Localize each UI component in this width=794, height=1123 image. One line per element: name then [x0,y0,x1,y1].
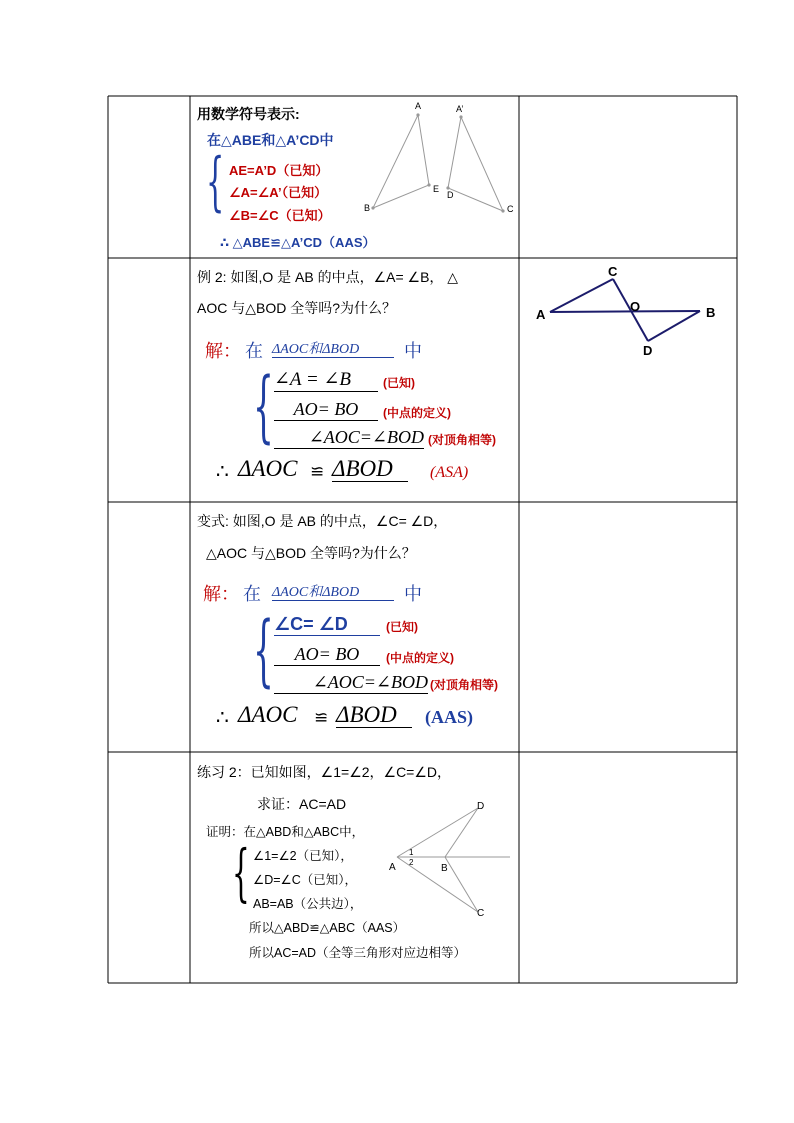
s3-triangle-pair: ΔAOC和ΔBOD [272,585,394,601]
s3-reason: (AAS) [425,707,473,727]
s3-reason2: (中点的定义) [386,651,454,665]
s2-figure [530,262,730,362]
s2-reason1: (已知) [383,376,415,390]
s2-cond1: ∠A = ∠B [274,370,378,392]
s2-tri1: ΔAOC [238,456,298,481]
s4-question-line2: 求证：AC=AD [257,796,347,812]
s1-label-a-prime: A’ [456,104,464,114]
s3-cond2: AO= BO [274,645,380,666]
s3-congruent-sign: ≌ [314,708,329,727]
s2-reason: (ASA) [430,464,469,481]
s1-label-c: C [507,204,514,214]
s1-cond1: AE=A’D（已知） [229,163,329,178]
s2-cond2: AO= BO [274,400,378,421]
s3-cond3: ∠AOC=∠BOD [274,673,428,694]
s4-question-line1: 练习 2：已知如图，∠1=∠2，∠C=∠D， [197,764,452,780]
s3-reason1: (已知) [386,620,418,634]
s2-label-o: O [630,299,641,314]
s2-label-b: B [706,305,716,320]
s4-conclusion1: 所以△ABD≌△ABC（AAS） [249,921,406,935]
s3-zhong: 中 [404,584,422,604]
s4-label-a: A [389,862,396,873]
s4-cond2: ∠D=∠C（已知）， [253,873,358,887]
s4-label-2: 2 [409,858,414,867]
s1-conclusion: ∴ △ABE≌△A’CD（AAS） [220,235,376,250]
s2-question-line2: AOC 与△BOD 全等吗?为什么？ [197,300,397,316]
s1-cond3: ∠B=∠C（已知） [229,208,331,223]
s2-label-c: C [608,264,618,279]
s2-tri2: ΔBOD [332,456,408,482]
s4-label-d: D [477,801,485,812]
s2-label-a: A [536,307,546,322]
s1-label-b: B [364,203,371,213]
s1-title: 用数学符号表示: [197,106,300,122]
s3-zai: 在 [243,584,261,604]
s2-reason3: (对顶角相等) [428,433,496,447]
s2-question-line1: 例 2: 如图,O 是 AB 的中点，∠A= ∠B， △ [197,269,459,285]
s4-label-b: B [441,863,448,874]
s4-cond3: AB=AB（公共边）， [253,897,363,911]
s2-therefore: ∴ [216,461,229,483]
s1-intro: 在△ABE和△A’CD中 [207,132,334,148]
s3-cond1: ∠C= ∠D [274,615,380,636]
s4-brace: { [232,836,250,909]
s1-triangles-figure [360,100,520,220]
s2-brace: { [253,362,274,452]
s1-label-d: D [447,190,454,200]
s4-proof-intro: 证明：在△ABD和△ABC中， [206,825,365,839]
s2-zai: 在 [245,341,263,361]
s3-jie: 解： [203,584,239,604]
s4-label-c: C [477,908,485,919]
s4-label-1: 1 [409,848,414,857]
s2-triangle-pair: ΔAOC和ΔBOD [272,342,394,358]
s3-question-line2: △AOC 与△BOD 全等吗?为什么？ [206,545,416,561]
s4-cond1: ∠1=∠2（已知）， [253,849,353,863]
s2-reason2: (中点的定义) [383,406,451,420]
s1-label-e: E [433,184,440,194]
s3-reason3: (对顶角相等) [430,678,498,692]
s3-tri2: ΔBOD [336,702,412,728]
s3-question-line1: 变式: 如图,O 是 AB 的中点，∠C= ∠D， [197,513,448,529]
s2-congruent-sign: ≌ [310,462,325,481]
s3-tri1: ΔAOC [238,702,298,727]
s2-jie: 解： [205,341,241,361]
s3-therefore: ∴ [216,707,229,729]
s1-brace: { [206,145,225,219]
s2-cond3: ∠AOC=∠BOD [274,428,424,449]
s3-brace: { [253,606,274,696]
s1-label-a: A [415,101,422,111]
s2-zhong: 中 [404,341,422,361]
s1-cond2: ∠A=∠A’（已知） [229,185,328,200]
s2-label-d: D [643,343,653,358]
s4-figure [385,795,515,925]
s4-conclusion2: 所以AC=AD（全等三角形对应边相等） [249,946,467,960]
